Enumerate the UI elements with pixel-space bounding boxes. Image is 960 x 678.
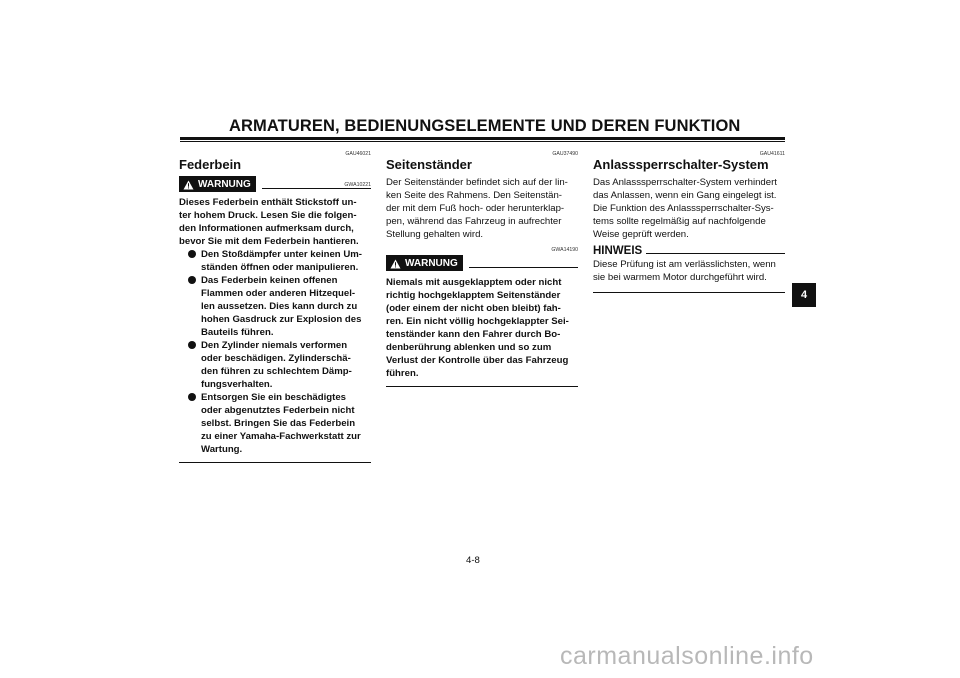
warning-end-rule xyxy=(386,386,578,387)
text-line: tems sollte regelmäßig auf nachfolgende xyxy=(593,216,766,227)
text-line: Entsorgen Sie ein beschädigtes xyxy=(201,392,347,403)
bullet-icon xyxy=(188,393,196,401)
text-line: den Informationen aufmerksam durch, xyxy=(179,223,354,234)
warning-label: WARNUNG xyxy=(198,179,251,190)
text-line: Der Seitenständer befindet sich auf der lin- xyxy=(386,177,568,188)
title-rule xyxy=(180,137,785,140)
page-number: 4-8 xyxy=(466,555,480,566)
text-line: tenständer kann den Fahrer durch Bo- xyxy=(386,329,561,340)
note-rule xyxy=(646,253,785,254)
section-code: GAU41611 xyxy=(759,151,785,157)
warning-triangle-icon xyxy=(183,180,194,190)
text-line: ter hohem Druck. Lesen Sie die folgen- xyxy=(179,210,357,221)
warning-bullet-list xyxy=(179,248,371,456)
bullet-icon xyxy=(188,276,196,284)
text-line: sie bei warmem Motor durchgeführt wird. xyxy=(593,272,767,283)
warning-badge xyxy=(179,176,256,192)
text-line: hohen Gasdruck zur Explosion des xyxy=(201,314,362,325)
text-line: zu einer Yamaha-Fachwerkstatt zur xyxy=(201,431,361,442)
warning-header xyxy=(386,255,578,271)
text-line: Verlust der Kontrolle über das Fahrzeug xyxy=(386,355,569,366)
chapter-tab: 4 xyxy=(792,283,816,307)
column-anlasssperrschalter xyxy=(593,150,785,293)
text-line: führen. xyxy=(386,368,419,379)
section-code: GAU46021 xyxy=(345,151,371,157)
text-line: oder abgenutztes Federbein nicht xyxy=(201,405,355,416)
text-line: len aussetzen. Dies kann durch zu xyxy=(201,301,358,312)
section-code: GAU37490 xyxy=(552,151,578,157)
text-line: Niemals mit ausgeklapptem oder nicht xyxy=(386,277,562,288)
warning-code: GWA10221 xyxy=(344,182,371,188)
text-line: Weise geprüft werden. xyxy=(593,229,689,240)
text-line: Stellung gehalten wird. xyxy=(386,229,484,240)
text-line: fungsverhalten. xyxy=(201,379,273,390)
text-line: (oder einem der nicht oben bleibt) fah- xyxy=(386,303,561,314)
warning-triangle-icon xyxy=(390,259,401,269)
text-line: ren. Ein nicht völlig hochgeklappter Sei- xyxy=(386,316,569,327)
text-line: Bauteils führen. xyxy=(201,327,274,338)
text-line: Dieses Federbein enthält Stickstoff un- xyxy=(179,197,357,208)
note-label: HINWEIS xyxy=(593,245,643,257)
bullet-item xyxy=(201,274,371,339)
text-line: richtig hochgeklapptem Seitenständer xyxy=(386,290,561,301)
text-line: der mit dem Fuß hoch- oder herunterklap- xyxy=(386,203,565,214)
note-text xyxy=(593,258,785,284)
section-heading: Seitenständer xyxy=(386,157,472,172)
page-title: ARMATUREN, BEDIENUNGSELEMENTE UND DEREN FUNKTION xyxy=(229,117,741,135)
text-line: Diese Prüfung ist am verlässlichsten, wenn xyxy=(593,259,776,270)
bullet-icon xyxy=(188,250,196,258)
warning-label: WARNUNG xyxy=(405,258,458,269)
text-line: denberührung ablenken und so zum xyxy=(386,342,552,353)
text-line: Den Zylinder niemals verformen xyxy=(201,340,348,351)
text-line: ken Seite des Rahmens. Den Seitenstän- xyxy=(386,190,562,201)
bullet-item xyxy=(201,339,371,391)
column-federbein xyxy=(179,150,371,463)
text-line: oder beschädigen. Zylinderschä- xyxy=(201,353,351,364)
text-line: den führen zu schlechtem Dämp- xyxy=(201,366,352,377)
watermark: carmanualsonline.info xyxy=(560,642,814,670)
bullet-item xyxy=(201,391,371,456)
column-seitenstaender xyxy=(386,150,578,387)
section-heading: Federbein xyxy=(179,157,242,172)
text-line: bevor Sie mit dem Federbein hantieren. xyxy=(179,236,359,247)
section-body xyxy=(593,176,785,241)
warning-code: GWA14190 xyxy=(551,247,578,253)
text-line: Wartung. xyxy=(201,444,243,455)
warning-badge xyxy=(386,255,463,271)
section-heading: Anlasssperrschalter-System xyxy=(593,157,769,172)
text-line: ständen öffnen oder manipulieren. xyxy=(201,262,359,273)
warning-end-rule xyxy=(179,462,371,463)
text-line: Die Funktion des Anlasssperrschalter-Sys- xyxy=(593,203,774,214)
note-end-rule xyxy=(593,292,785,293)
text-line: selbst. Bringen Sie das Federbein xyxy=(201,418,356,429)
text-line: Den Stoßdämpfer unter keinen Um- xyxy=(201,249,362,260)
title-rule-thin xyxy=(180,141,785,142)
text-line: Das Federbein keinen offenen xyxy=(201,275,338,286)
note-header xyxy=(593,245,785,258)
warning-text xyxy=(386,276,578,380)
text-line: das Anlassen, wenn ein Gang eingelegt ist. xyxy=(593,190,777,201)
bullet-item xyxy=(201,248,371,274)
text-line: Das Anlasssperrschalter-System verhindert xyxy=(593,177,777,188)
warning-intro xyxy=(179,196,371,248)
bullet-icon xyxy=(188,341,196,349)
section-body xyxy=(386,176,578,241)
text-line: Flammen oder anderen Hitzequel- xyxy=(201,288,356,299)
warning-rule xyxy=(469,267,578,268)
text-line: pen, während das Fahrzeug in aufrechter xyxy=(386,216,562,227)
